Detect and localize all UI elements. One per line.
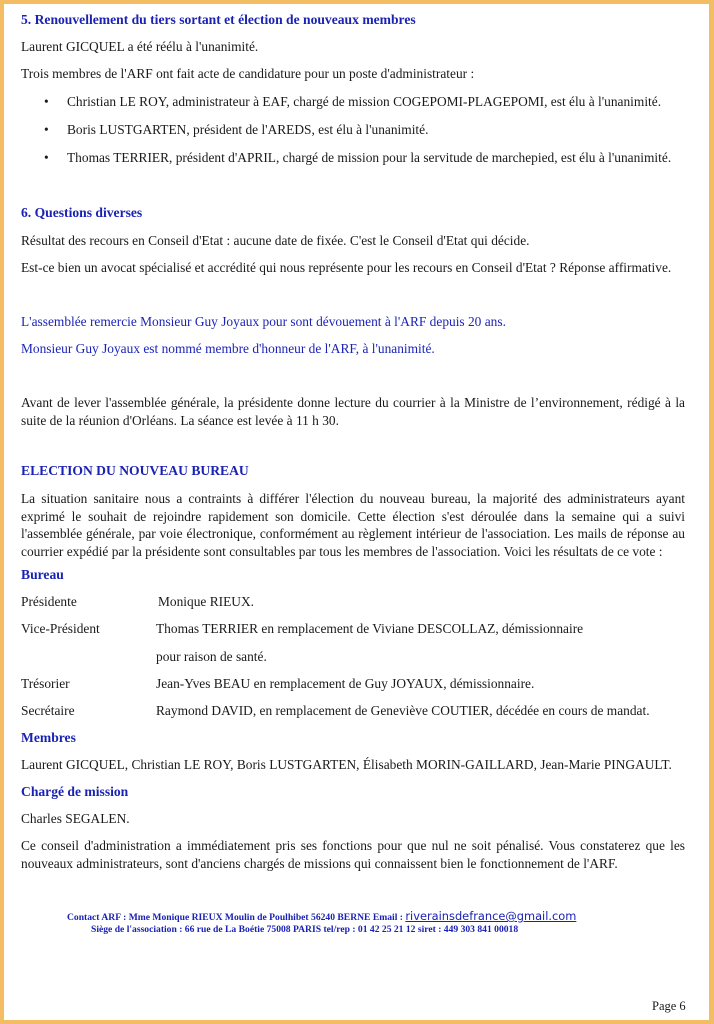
charge-heading: Chargé de mission — [21, 784, 129, 799]
footer-siege: Siège de l'association : 66 rue de La Boétie 75008 PARIS tel/rep : 01 42 25 21 12 siret : 449 303 841 00018 — [91, 924, 519, 935]
bureau-role: Vice-Président — [21, 621, 100, 636]
bureau-value: Thomas TERRIER en remplacement de Viviane DESCOLLAZ, démissionnaire — [156, 621, 584, 636]
conclusion-paragraph: Ce conseil d'administration a immédiatement pris ses fonctions pour que nul ne soit pénalisé. Vous constaterez que les nouveaux administrateurs, sont d'anciens chargés de missions qui connaissent bien le fonctionnement de l'ARF. — [21, 838, 685, 871]
page-number: Page 6 — [652, 999, 686, 1013]
list-item-text: Boris LUSTGARTEN, président de l'AREDS, est élu à l'unanimité. — [67, 122, 429, 137]
bureau-value: Jean-Yves BEAU en remplacement de Guy JOYAUX, démissionnaire. — [156, 676, 535, 691]
bullet-icon: • — [44, 94, 49, 109]
bureau-role: Trésorier — [21, 676, 70, 691]
section-6-line-1: Résultat des recours en Conseil d'Etat : aucune date de fixée. C'est le Conseil d'Etat qui décide. — [21, 233, 530, 248]
bureau-value: Monique RIEUX. — [158, 594, 254, 609]
bureau-heading: Bureau — [21, 567, 64, 582]
bullet-icon: • — [44, 150, 49, 165]
section-5-line-2: Trois membres de l'ARF ont fait acte de candidature pour un poste d'administrateur : — [21, 66, 475, 81]
bureau-value: pour raison de santé. — [156, 649, 267, 664]
footer-email-link[interactable]: riverainsdefrance@gmail.com — [405, 909, 577, 923]
section-5-line-1: Laurent GICQUEL a été réélu à l'unanimité. — [21, 39, 259, 54]
charge-name: Charles SEGALEN. — [21, 811, 130, 826]
list-item-text: Thomas TERRIER, président d'APRIL, chargé de mission pour la servitude de marchepied, est élu à l'unanimité. — [67, 150, 672, 165]
footer-contact-text: Contact ARF : Mme Monique RIEUX Moulin de Poulhibet 56240 BERNE Email : — [67, 912, 406, 923]
bureau-role: Présidente — [21, 594, 77, 609]
thanks-line-2: Monsieur Guy Joyaux est nommé membre d'honneur de l'ARF, à l'unanimité. — [21, 341, 435, 356]
membres-list: Laurent GICQUEL, Christian LE ROY, Boris LUSTGARTEN, Élisabeth MORIN-GAILLARD, Jean-Marie PINGAULT. — [21, 757, 672, 772]
closing-paragraph: Avant de lever l'assemblée générale, la présidente donne lecture du courrier à la Ministre de l’environnement, rédigé à la suite de la réunion d'Orléans. La séance est levée à 11 h 30. — [21, 395, 685, 428]
bureau-value: Raymond DAVID, en remplacement de Geneviève COUTIER, décédée en cours de mandat. — [156, 703, 650, 718]
list-item-text: Christian LE ROY, administrateur à EAF, chargé de mission COGEPOMI-PLAGEPOMI, est élu à l'unanimité. — [67, 94, 662, 109]
election-intro: La situation sanitaire nous a contraints à différer l'élection du nouveau bureau, la majorité des administrateurs ayant exprimé le souhait de rejoindre rapidement son domicile. Cette élection s'est déroulée dans la semaine qui a suivi l'assemblée générale, par voie électronique, conformément au règlement intérieur de l'association. Les mails de réponse au courrier expédié par la présidente sont consultables par tous les membres de l'association. Voici les résultats de ce vote : — [21, 491, 685, 559]
bureau-role: Secrétaire — [21, 703, 75, 718]
membres-heading: Membres — [21, 730, 76, 745]
section-6-line-2: Est-ce bien un avocat spécialisé et accrédité qui nous représente pour les recours en Conseil d'Etat ? Réponse affirmative. — [21, 260, 672, 275]
thanks-line-1: L'assemblée remercie Monsieur Guy Joyaux pour sont dévouement à l'ARF depuis 20 ans. — [21, 314, 506, 329]
bullet-icon: • — [44, 122, 49, 137]
election-heading: ELECTION DU NOUVEAU BUREAU — [21, 463, 249, 478]
footer-contact — [67, 909, 576, 923]
section-5-heading: 5. Renouvellement du tiers sortant et élection de nouveaux membres — [21, 12, 416, 27]
section-6-heading: 6. Questions diverses — [21, 205, 143, 220]
